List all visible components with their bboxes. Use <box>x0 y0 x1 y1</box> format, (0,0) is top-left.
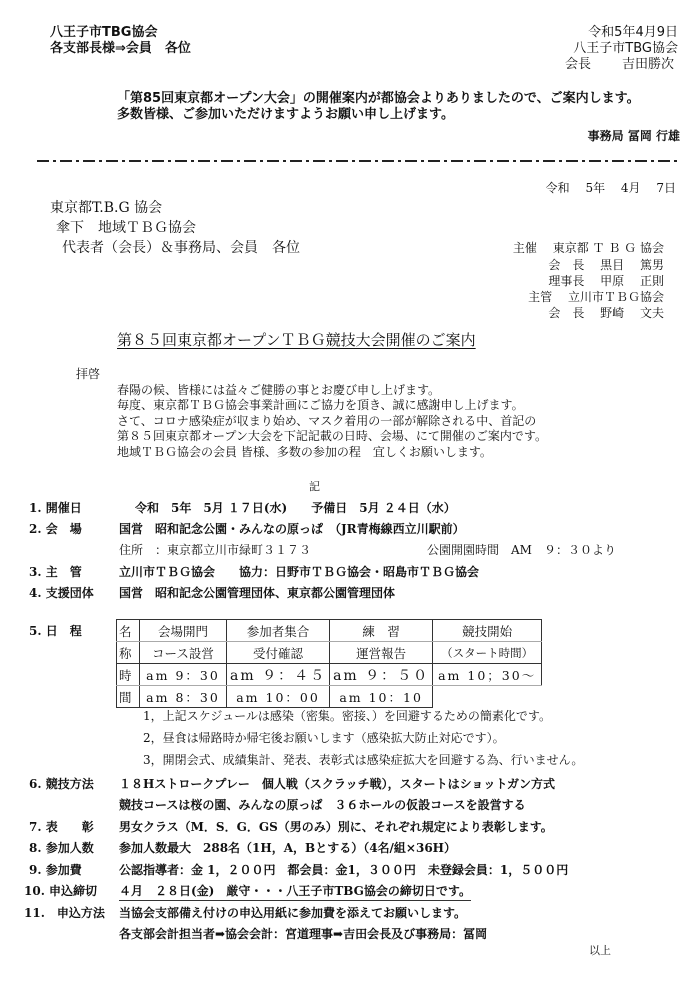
schedule-time-row <box>117 664 542 686</box>
item-6-label: 6. 競技方法 <box>29 777 94 791</box>
item-6-value2: 競技コースは桜の園、みんなの原っぱ ３６ホールの仮設コースを設営する <box>119 798 526 812</box>
item-3-label: 3. 主 管 <box>29 565 82 579</box>
column-subtitle: （スタート時間） <box>433 642 542 664</box>
time-cell: am 9：30 <box>140 664 227 686</box>
cover-message-line2: 多数皆様、ご参加いただけますようお願い申し上げます。 <box>117 107 454 122</box>
item-11-value1: 当協会支部備え付けの申込用紙に参加費を添えてお願いします。 <box>119 906 467 920</box>
empty-cell <box>433 686 542 708</box>
item-6-value1: １８Hストロークプレー 個人戦（スクラッチ戦），スタートはショットガン方式 <box>119 777 556 791</box>
time-cell: am 10：00 <box>227 686 330 708</box>
schedule-header-row <box>117 642 542 664</box>
time-cell: am 10；30～ <box>433 664 542 686</box>
salutation: 拝啓 <box>76 367 101 381</box>
item-1-value: 令和 5年 5月 １７日(水) 予備日 5月 ２４日（水） <box>135 501 456 515</box>
cover-date: 令和5年4月9日 <box>588 25 678 40</box>
row-header-cell: 間 <box>117 686 140 708</box>
item-2-value: 国営 昭和記念公園・みんなの原っぱ （JR青梅線西立川駅前） <box>119 522 465 536</box>
time-cell: am 8：30 <box>140 686 227 708</box>
schedule-note: 3，開閉会式、成績集計、発表、表彰式は感染症拡大を回避する為、行いません。 <box>143 753 584 767</box>
cover-sender-org: 八王子市TBG協会 <box>573 41 678 56</box>
cover-message-line1: 「第85回東京都オープン大会」の開催案内が都協会よりありましたので、ご案内します。 <box>117 91 640 106</box>
row-header-cell: 名 <box>117 620 140 642</box>
column-subtitle: コース設営 <box>140 642 227 664</box>
item-1-label: 1. 開催日 <box>29 501 82 515</box>
item-11-label: 11. 申込方法 <box>24 906 105 920</box>
item-9-value: 公認指導者：金 1，２００円 都会員：金1，３００円 未登録会員：1，５００円 <box>119 863 569 877</box>
cover-sender-title: 会長 <box>565 57 592 72</box>
column-title: 参加者集合 <box>227 620 330 642</box>
item-2-label: 2. 会 場 <box>29 522 82 536</box>
column-title: 競技開始 <box>433 620 542 642</box>
time-cell: am ９：４５ <box>227 664 330 686</box>
time-cell: am ９：５０ <box>330 664 433 686</box>
column-subtitle: 運営報告 <box>330 642 433 664</box>
body-line: 春陽の候、皆様には益々ご健勝の事とお慶び申し上げます。 <box>117 383 441 397</box>
item-10-value: ４月 ２８日(金) 厳守・・・八王子市TBG協会の締切日です。 <box>119 884 471 901</box>
body-line: 毎度、東京都ＴＢＧ協会事業計画にご協力を頂き、誠に感謝申し上げます。 <box>117 398 524 412</box>
schedule-note: 2，昼食は帰路時か帰宅後お願いします（感染拡大防止対応です）。 <box>143 731 505 745</box>
item-7-label: 7. 表 彰 <box>29 820 94 834</box>
time-cell: am 10：10 <box>330 686 433 708</box>
row-header-cell: 時 <box>117 664 140 686</box>
body-line: 第８５回東京都オープン大会を下記記載の日時、会場、にて開催のご案内です。 <box>117 429 547 443</box>
addressee-line2: 傘下 地域ＴＢＧ協会 <box>56 220 196 236</box>
column-subtitle: 受付確認 <box>227 642 330 664</box>
organizer-line: 理事長 甲原 正則 <box>548 274 664 288</box>
cover-secretariat: 事務局 冨岡 行雄 <box>587 129 680 143</box>
cover-sender-name: 吉田勝次 <box>622 57 675 72</box>
letter-title: 第８５回東京都オープンＴＢＧ競技大会開催のご案内 <box>117 331 476 349</box>
organizer-line: 主管 立川市ＴＢＧ協会 <box>528 290 664 304</box>
body-line: 地域ＴＢＧ協会の会員 皆様、多数の参加の程 宜しくお願いします。 <box>117 445 492 459</box>
schedule-note: 1，上記スケジュールは感染（密集。密接、）を回避するための簡素化です。 <box>143 709 551 723</box>
ki-heading: 記 <box>309 480 320 493</box>
closing: 以上 <box>589 944 611 957</box>
organizer-line: 会 長 黒目 篤男 <box>548 258 664 272</box>
item-5-label: 5. 日 程 <box>29 624 82 638</box>
item-8-label: 8. 参加人数 <box>29 841 94 855</box>
addressee-line1: 東京都T.B.G 協会 <box>50 200 163 216</box>
item-8-value: 参加人数最大 288名（1H，A，Bとする）（4名/組×36H） <box>119 841 457 855</box>
schedule-header-row <box>117 620 542 642</box>
schedule-time-row <box>117 686 542 708</box>
schedule-table <box>116 619 542 708</box>
organizer-line: 会 長 野崎 文夫 <box>548 306 664 320</box>
cut-line-divider <box>37 160 680 162</box>
column-title: 練 習 <box>330 620 433 642</box>
letter-date: 令和 5年 4月 7日 <box>545 181 676 195</box>
cover-to: 各支部長様⇒会員 各位 <box>50 41 191 56</box>
item-2-address: 住所 ：東京都立川市緑町３１７３ <box>119 543 312 557</box>
body-line: さて、コロナ感染症が収まり始め、マスク着用の一部が解除される中、首記の <box>117 414 537 428</box>
cover-from-org: 八王子市TBG協会 <box>50 25 158 40</box>
item-11-value2: 各支部会計担当者➡協会会計：宮道理事➡吉田会長及び事務局：冨岡 <box>119 927 488 941</box>
item-7-value: 男女クラス（M．S．G．GS（男のみ）別に、それぞれ規定により表彰します。 <box>119 820 553 834</box>
item-4-label: 4. 支援団体 <box>29 586 94 600</box>
item-9-label: 9. 参加費 <box>29 863 82 877</box>
item-2-open-time: 公園開園時間 AM ９：３０より <box>427 543 616 557</box>
item-4-value: 国営 昭和記念公園管理団体、東京都公園管理団体 <box>119 586 396 600</box>
column-title: 会場開門 <box>140 620 227 642</box>
addressee-line3: 代表者（会長）＆事務局、会員 各位 <box>62 240 300 256</box>
organizer-line: 主催 東京都 Ｔ Ｂ Ｇ 協会 <box>512 241 664 255</box>
item-10-label: 10. 申込締切 <box>24 884 98 898</box>
item-3-value: 立川市ＴＢＧ協会 協力：日野市ＴＢＧ協会・昭島市ＴＢＧ協会 <box>119 565 480 579</box>
row-header-cell: 称 <box>117 642 140 664</box>
